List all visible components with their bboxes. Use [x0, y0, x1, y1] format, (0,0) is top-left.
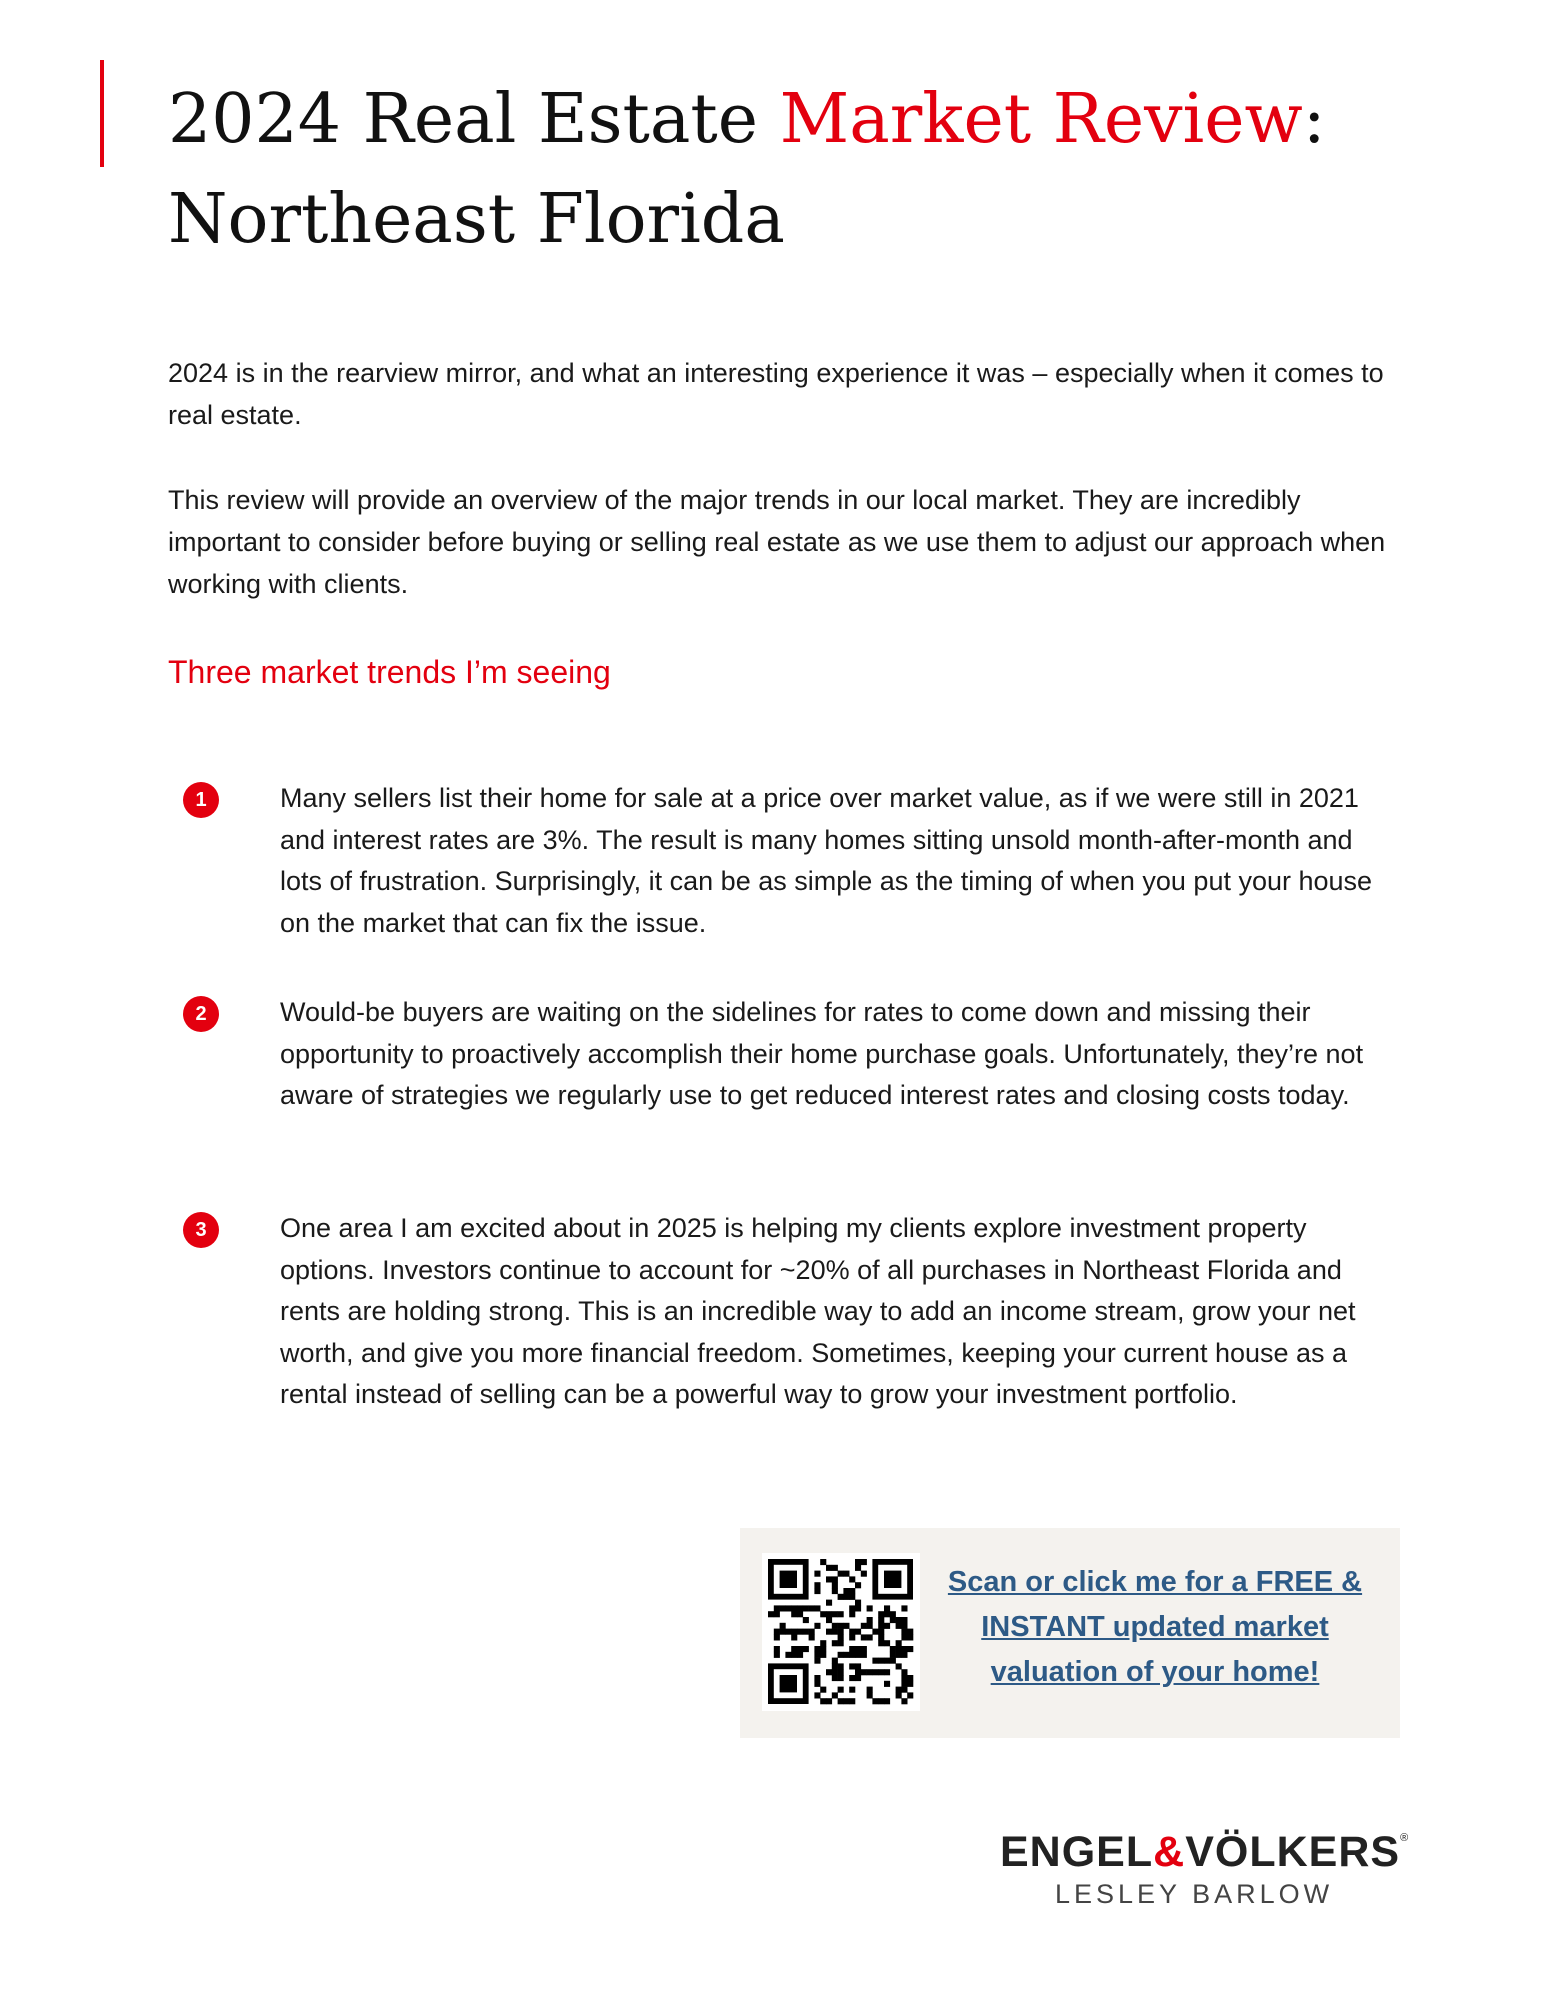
- title-accent-bar: [100, 60, 104, 167]
- trend-text-3: One area I am excited about in 2025 is helping my clients explore investment property options. Investors continue to account for ~20% of all purchases in Northeast Florida and rents are holding strong. This is an incredible way to add an income stream, grow your net worth, and give you more financial freedom. Sometimes, keeping your current house as a rental instead of selling can be a powerful way to grow your investment portfolio.: [280, 1213, 1356, 1409]
- title-highlight: Market Review: [779, 80, 1303, 159]
- trend-text-2: Would-be buyers are waiting on the sidelines for rates to come down and missing their opportunity to proactively accomplish their home purchase goals. Unfortunately, they’re not aware of strategies we regularly use to get reduced interest rates and closing costs today.: [280, 997, 1364, 1110]
- number-badge-3: 3: [183, 1212, 219, 1248]
- trend-text-1: Many sellers list their home for sale at a price over market value, as if we were still in 2021 and interest rates are 3%. The result is many homes sitting unsold month-after-month and lots of frustration. Surprisingly, it can be as simple as the timing of when you put your house on the market that can fix the issue.: [280, 783, 1373, 938]
- brand-part1: ENGEL: [1000, 1828, 1154, 1876]
- brand-part2: VÖLKERS: [1185, 1828, 1401, 1876]
- brand-ampersand: &: [1153, 1828, 1186, 1876]
- valuation-cta-box: [740, 1528, 1400, 1738]
- registered-mark: ®: [1400, 1832, 1410, 1844]
- title-part2: :: [1302, 80, 1326, 159]
- page-title: [168, 70, 1468, 270]
- trends-heading: Three market trends I’m seeing: [168, 654, 611, 690]
- intro-paragraph-2: This review will provide an overview of the major trends in our local market. They are incredibly important to consider before buying or selling real estate as we use them to adjust our approach when working with clients.: [168, 485, 1386, 599]
- number-badge-1: 1: [183, 782, 219, 818]
- intro-paragraph-1: 2024 is in the rearview mirror, and what an interesting experience it was – especially when it comes to real estate.: [168, 358, 1384, 430]
- brand-wordmark: [1000, 1828, 1410, 1877]
- number-badge-2: 2: [183, 996, 219, 1032]
- brand-logo: [1000, 1828, 1410, 1910]
- title-line2: Northeast Florida: [168, 180, 785, 259]
- agent-name: LESLEY BARLOW: [1055, 1879, 1334, 1909]
- valuation-link[interactable]: Scan or click me for a FREE & INSTANT updated market valuation of your home!: [947, 1566, 1363, 1688]
- qr-code-icon[interactable]: [762, 1553, 920, 1711]
- title-part1: 2024 Real Estate: [168, 80, 780, 159]
